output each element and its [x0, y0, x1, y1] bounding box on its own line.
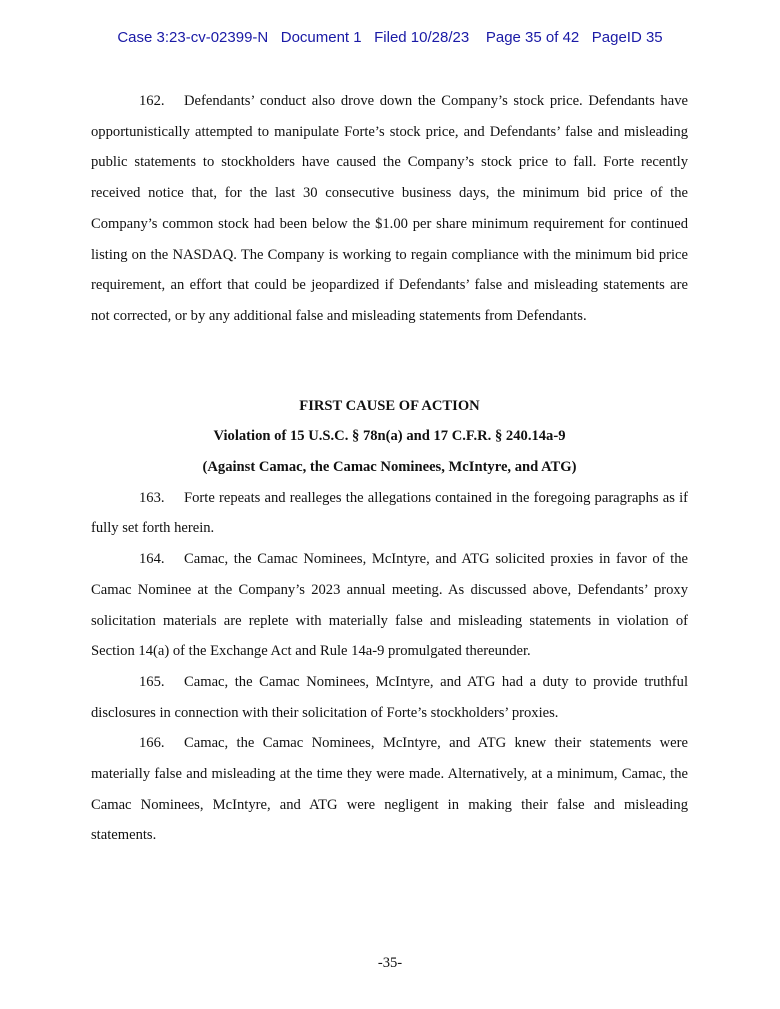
section-parties: (Against Camac, the Camac Nominees, McIntyre, and ATG)	[202, 459, 577, 476]
paragraph-number: 163.	[139, 489, 165, 506]
paragraph-text: Camac, the Camac Nominees, McIntyre, and ATG solicited proxies in favor of the Camac Nominee at the Company’s 2023 annual meeting. As discussed above, Defendants’ proxy solicitation materials are replete with materially false and misleading statements in violation of Section 14(a) of the Exchange Act and Rule 14a-9 promulgated thereunder.	[91, 551, 688, 660]
section-spacer	[91, 332, 688, 391]
case-header-stamp: Case 3:23-cv-02399-N Document 1 Filed 10/28/23 Page 35 of 42 PageID 35	[117, 29, 663, 46]
page-number: -35-	[377, 955, 403, 971]
paragraph-162	[91, 86, 688, 332]
paragraph-number: 164.	[139, 551, 165, 568]
paragraph-166	[91, 728, 688, 851]
paragraph-number: 166.	[139, 735, 165, 752]
paragraph-163	[91, 483, 688, 544]
paragraph-164	[91, 544, 688, 667]
paragraph-text: Defendants’ conduct also drove down the Company’s stock price. Defendants have opportunistically attempted to manipulate Forte’s stock price, and Defendants’ false and misleading public statements to stockholders have caused the Company’s stock price to fall. Forte recently received notice that, for the last 30 consecutive business days, the minimum bid price of the Company’s common stock had been below the $1.00 per share minimum requirement for continued listing on the NASDAQ. The Company is working to regain compliance with the minimum bid price requirement, an effort that could be jeopardized if Defendants’ false and misleading statements are not corrected, or by any additional false and misleading statements from Defendants.	[91, 93, 688, 324]
paragraph-number: 165.	[139, 673, 165, 690]
section-title: FIRST CAUSE OF ACTION	[299, 397, 480, 414]
paragraph-165	[91, 667, 688, 728]
paragraph-text: Camac, the Camac Nominees, McIntyre, and ATG knew their statements were materially false and misleading at the time they were made. Alternatively, at a minimum, Camac, the Camac Nominees, McIntyre, and ATG were negligent in making their false and misleading statements.	[91, 735, 688, 844]
document-body	[91, 86, 688, 851]
paragraph-number: 162.	[139, 93, 165, 109]
paragraph-text: Forte repeats and realleges the allegations contained in the foregoing paragraphs as if fully set forth herein.	[91, 489, 688, 537]
paragraph-text: Camac, the Camac Nominees, McIntyre, and ATG had a duty to provide truthful disclosures in connection with their solicitation of Forte’s stockholders’ proxies.	[91, 673, 688, 721]
section-subtitle: Violation of 15 U.S.C. § 78n(a) and 17 C.F.R. § 240.14a-9	[213, 428, 566, 445]
